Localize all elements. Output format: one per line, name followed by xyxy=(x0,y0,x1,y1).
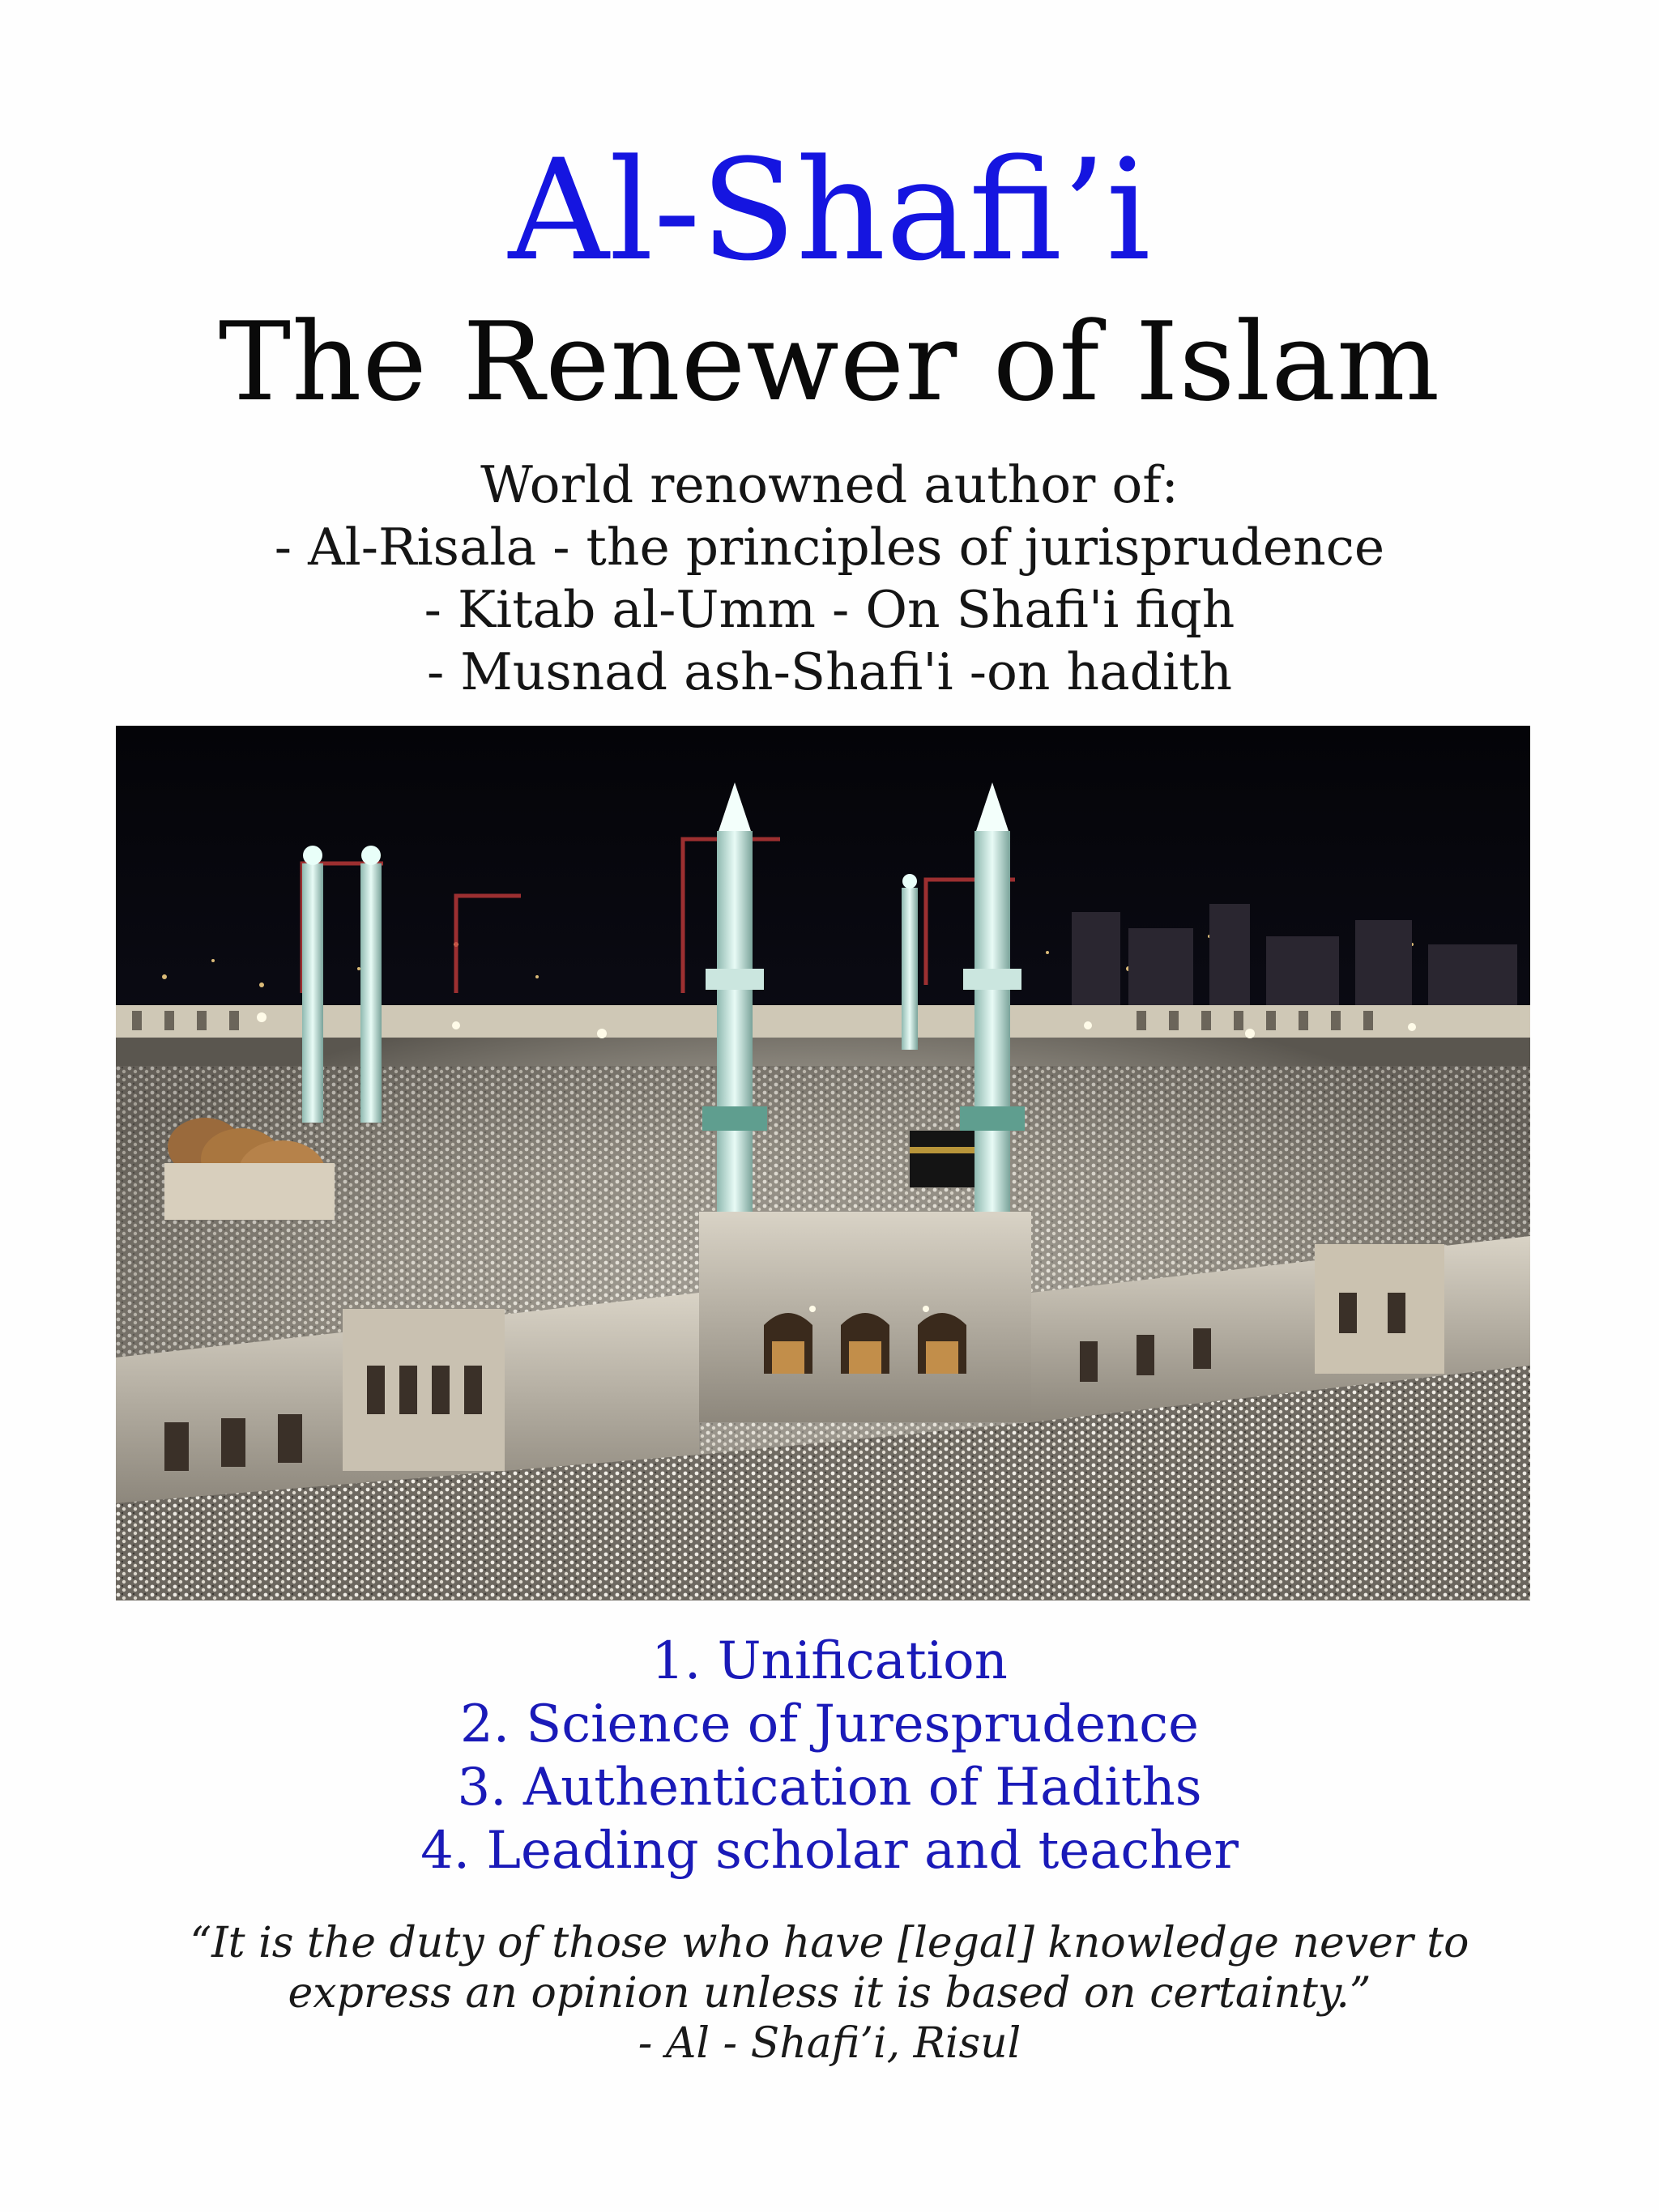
page-title: Al-Shafi’i xyxy=(508,129,1151,292)
quote-line: “It is the duty of those who have [legal] knowledge never to xyxy=(190,1919,1469,1967)
achievement-item: 2. Science of Juresprudence xyxy=(459,1694,1200,1754)
authored-work-item: - Kitab al-Umm - On Shafi'i fiqh xyxy=(424,580,1235,639)
quote-block xyxy=(0,1918,1659,2069)
authored-works-intro: World renowned author of: xyxy=(480,455,1179,514)
quote-attribution: - Al - Shafi’i, Risul xyxy=(638,2019,1021,2068)
quote-line: express an opinion unless it is based on certainty.” xyxy=(288,1969,1371,2018)
achievement-item: 3. Authentication of Hadiths xyxy=(457,1758,1202,1818)
authored-work-item: - Al-Risala - the principles of jurisprudence xyxy=(274,518,1385,577)
achievement-item: 4. Leading scholar and teacher xyxy=(420,1821,1239,1881)
achievements-list xyxy=(0,1630,1659,1882)
authored-works xyxy=(0,454,1659,703)
mosque-photo xyxy=(116,726,1530,1600)
achievement-item: 1. Unification xyxy=(651,1631,1008,1691)
mosque-illustration xyxy=(116,726,1530,1600)
page-subtitle: The Renewer of Islam xyxy=(218,299,1441,425)
authored-work-item: - Musnad ash-Shafi'i -on hadith xyxy=(426,642,1233,701)
